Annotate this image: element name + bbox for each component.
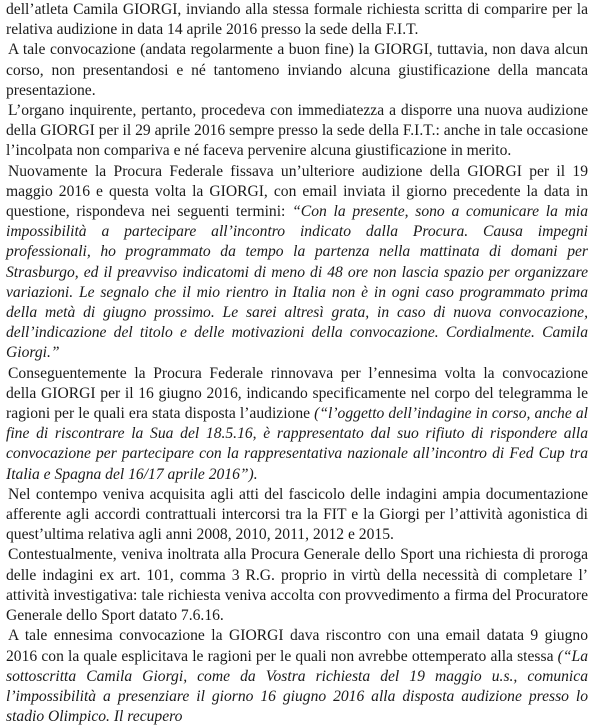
paragraph-5-text: Conseguentemente la Procura Federale rinnovava per l’ennesima volta la convocazione della GIORGI per il 16 giugno 2016, indicando specificamente nel corpo del telegramma le ragioni per le quali era stata disposta l’audizione	[6, 364, 588, 423]
paragraph-4	[6, 162, 588, 364]
paragraph-1	[6, 0, 588, 40]
paragraph-2	[6, 40, 588, 101]
paragraph-8-quote: (“La sottoscritta Camila Giorgi, come da Vostra richiesta del 19 maggio u.s., comunica l’impossibilità a presenziare il giorno 16 giugno 2016 alla disposta audizione presso lo stadio Olimpico. Il recupero	[6, 647, 588, 726]
paragraph-5-quote: (“l’oggetto dell’indagine in corso, anche al fine di riscontrare la Sua del 18.5.16, è rappresentato dal suo rifiuto di rispondere alla convocazione per partecipare con la rappresentativa nazionale all’incontro di Fed Cup tra Italia e Spagna del 16/17 aprile 2016”).	[6, 405, 588, 483]
paragraph-4-quote: “Con la presente, sono a comunicare la mia impossibilità a partecipare all’incontro indicato dalla Procura. Causa impegni professionali, ho programmato da tempo la partenza nella mattinata di domani per Strasburgo, ed il preavviso indicatomi di meno di 48 ore non lascia spazio per organizzare variazioni. Le segnalo che il mio rientro in Italia non è in ogni caso programmato prima della metà di giugno prossimo. Le sarei altresì grata, in caso di nuova convocazione, dell’indicazione del titolo e delle motivazioni della convocazione. Cordialmente. Camila Giorgi.”	[6, 203, 588, 362]
paragraph-6-text: Nel contempo veniva acquisita agli atti del fascicolo delle indagini ampia documentazione afferente agli accordi contrattuali intercorsi tra la FIT e la Giorgi per l’attività agonistica di quest’ultima relativa agli anni 2008, 2010, 2011, 2012 e 2015.	[6, 485, 588, 544]
document-page	[6, 0, 588, 727]
paragraph-2-text: A tale convocazione (andata regolarmente a buon fine) la GIORGI, tuttavia, non dava alcun corso, non presentandosi e né tantomeno inviando alcuna giustificazione della mancata presentazione.	[6, 41, 588, 99]
paragraph-4-text: Nuovamente la Procura Federale fissava un’ulteriore audizione della GIORGI per il 19 maggio 2016 e questa volta la GIORGI, con email inviata il giorno precedente la data in questione, rispondeva nei seguenti termini:	[6, 162, 588, 221]
paragraph-3	[6, 101, 588, 162]
paragraph-8	[6, 626, 588, 727]
paragraph-5	[6, 364, 588, 485]
paragraph-6	[6, 485, 588, 546]
paragraph-7-text: Contestualmente, veniva inoltrata alla Procura Generale dello Sport una richiesta di proroga delle indagini ex art. 101, comma 3 R.G. proprio in virtù della necessità di completare l’ attività investigativa: tale richiesta veniva accolta con provvedimento a firma del Procuratore Generale dello Sport datato 7.6.16.	[6, 546, 588, 625]
paragraph-7	[6, 545, 588, 626]
paragraph-3-text: L’organo inquirente, pertanto, procedeva con immediatezza a disporre una nuova audizione della GIORGI per il 29 aprile 2016 sempre presso la sede della F.I.T.: anche in tale occasione l’incolpata non compariva e né faceva pervenire alcuna giustificazione in merito.	[6, 102, 588, 160]
paragraph-8-text: A tale ennesima convocazione la GIORGI dava riscontro con una email datata 9 giugno 2016 con la quale esplicitava le ragioni per le quali non avrebbe ottemperato alla stessa	[6, 627, 588, 665]
paragraph-1-text: dell’atleta Camila GIORGI, inviando alla stessa formale richiesta scritta di comparire per la relativa audizione in data 14 aprile 2016 presso la sede della F.I.T.	[6, 1, 588, 39]
